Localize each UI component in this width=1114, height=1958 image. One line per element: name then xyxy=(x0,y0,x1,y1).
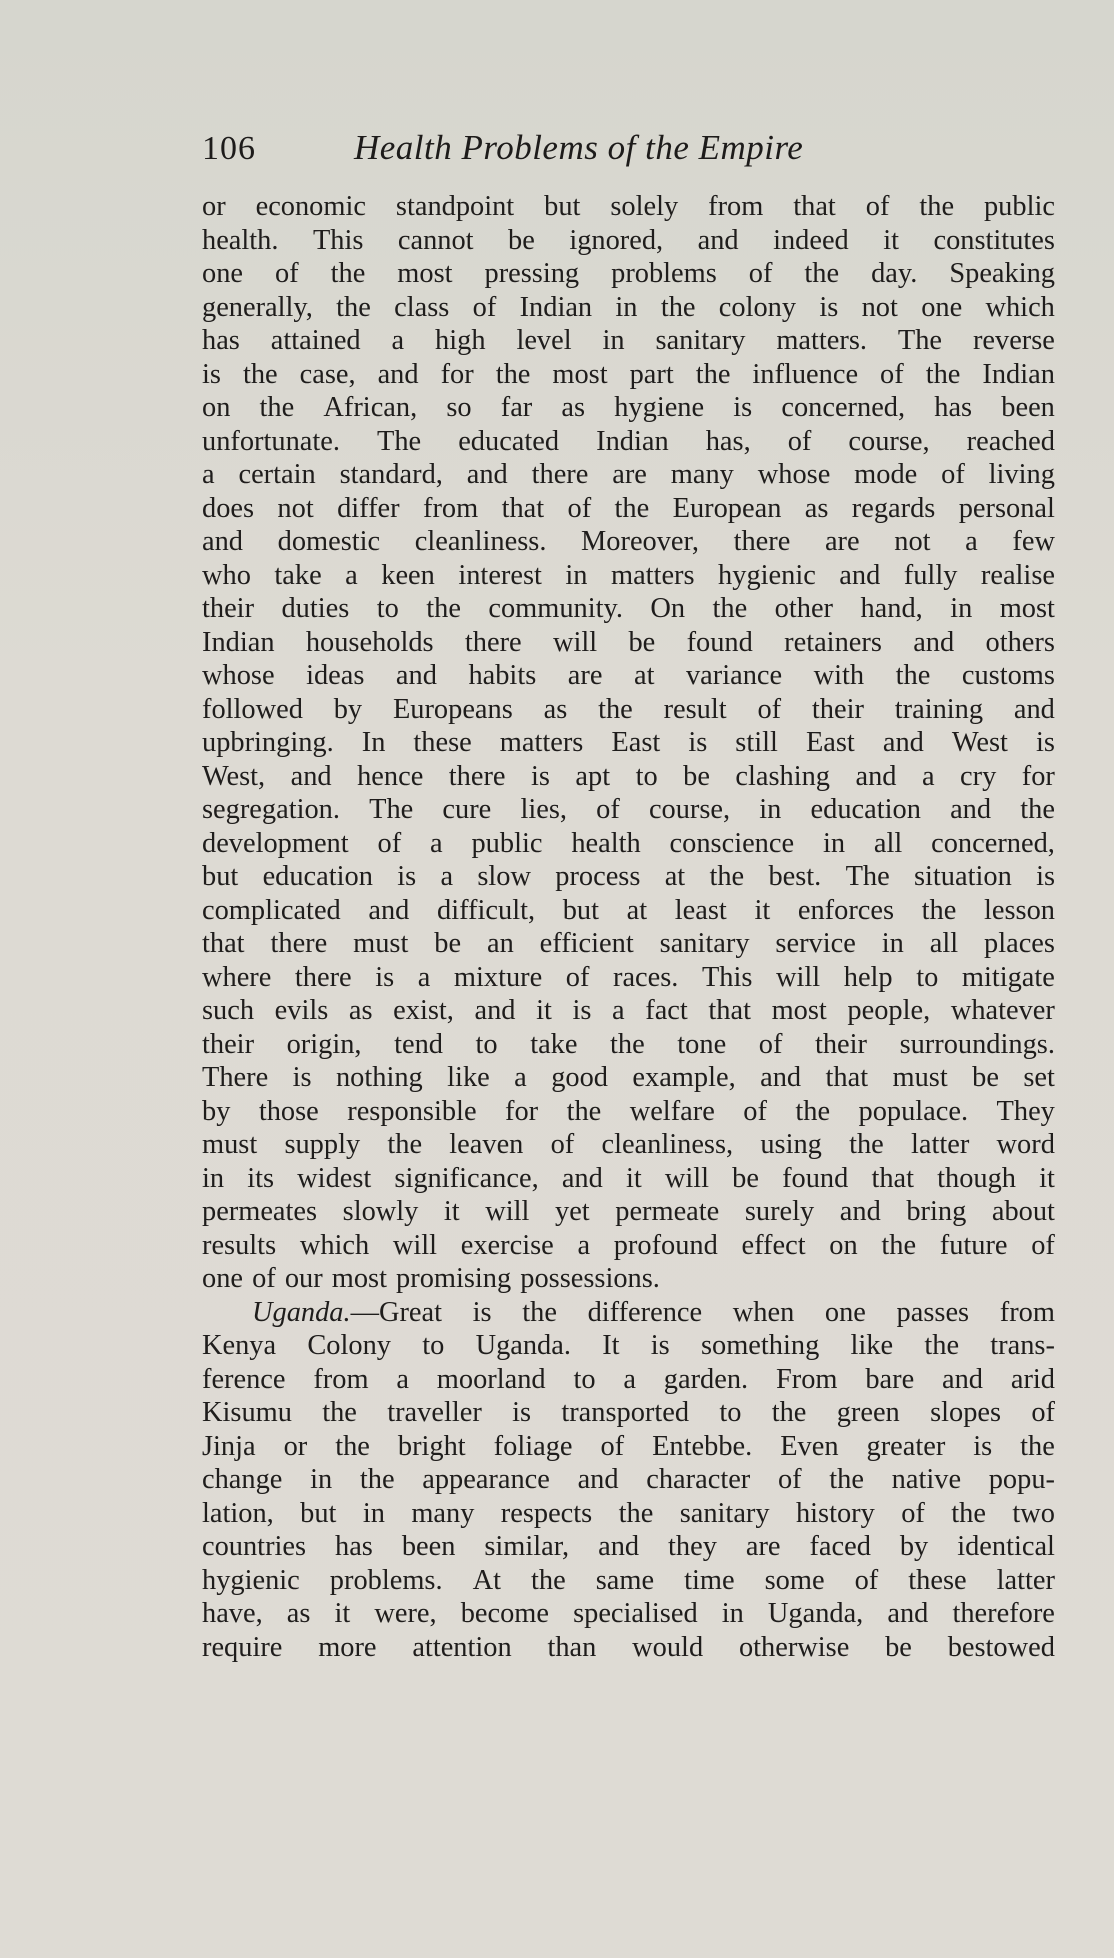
paragraph-line: that there must be an efficient sanitary service in all places xyxy=(202,928,1055,959)
paragraph-line: their duties to the community. On the other hand, in most xyxy=(202,593,1055,624)
paragraph-line: followed by Europeans as the result of their training and xyxy=(202,693,1055,725)
paragraph-line: one of the most pressing problems of the day. Speaking xyxy=(202,258,1055,289)
paragraph-line: by those responsible for the welfare of the populace. They xyxy=(202,1095,1055,1127)
paragraph-line: Indian households there will be found retainers and others xyxy=(202,626,1055,658)
paragraph-line: who take a keen interest in matters hygienic and fully realise xyxy=(202,559,1055,591)
paragraph-line: where there is a mixture of races. This will help to mitigate xyxy=(202,961,1055,993)
paragraph-line: There is nothing like a good example, and that must be set xyxy=(202,1062,1055,1093)
paragraph-line: is the case, and for the most part the influence of the Indian xyxy=(202,358,1055,390)
paragraph-line: West, and hence there is apt to be clashing and a cry for xyxy=(202,760,1055,792)
paragraph-line: complicated and difficult, but at least it enforces the lesson xyxy=(202,894,1055,926)
paragraph-line: generally, the class of Indian in the colony is not one which xyxy=(202,291,1055,323)
running-head xyxy=(202,126,902,176)
paragraph-line: must supply the leaven of cleanliness, using the latter word xyxy=(202,1129,1055,1160)
paragraph-line: upbringing. In these matters East is still East and West is xyxy=(202,727,1055,758)
paragraph-line: lation, but in many respects the sanitary history of the two xyxy=(202,1497,1055,1529)
paragraph-line: in its widest significance, and it will be found that though it xyxy=(202,1162,1055,1194)
paragraph-line: Jinja or the bright foliage of Entebbe. Even greater is the xyxy=(202,1430,1055,1462)
paragraph-line: Kisumu the traveller is transported to the green slopes of xyxy=(202,1397,1055,1428)
paragraph-line: their origin, tend to take the tone of their surroundings. xyxy=(202,1028,1055,1060)
paragraph-line: change in the appearance and character of the native popu- xyxy=(202,1464,1055,1495)
paragraph-line: have, as it were, become specialised in Uganda, and therefore xyxy=(202,1598,1055,1629)
paragraph-line: results which will exercise a profound effect on the future of xyxy=(202,1229,1055,1261)
paragraph-line: unfortunate. The educated Indian has, of course, reached xyxy=(202,425,1055,457)
paragraph-uganda xyxy=(202,1296,1055,1665)
paragraph-line: such evils as exist, and it is a fact that most people, whatever xyxy=(202,995,1055,1026)
paragraph-line: segregation. The cure lies, of course, in education and the xyxy=(202,794,1055,825)
paragraph-line: permeates slowly it will yet permeate surely and bring about xyxy=(202,1196,1055,1227)
paragraph-line: whose ideas and habits are at variance with the customs xyxy=(202,660,1055,691)
page-number: 106 xyxy=(202,130,256,167)
paragraph-line: Kenya Colony to Uganda. It is something like the trans- xyxy=(202,1330,1055,1361)
paragraph-label-uganda: Uganda. xyxy=(252,1296,351,1328)
paragraph-line: one of our most promising possessions. xyxy=(202,1263,660,1294)
paragraph-line: but education is a slow process at the best. The situation is xyxy=(202,861,1055,892)
paragraph-line: on the African, so far as hygiene is concerned, has been xyxy=(202,392,1055,423)
paragraph-line: hygienic problems. At the same time some of these latter xyxy=(202,1564,1055,1596)
paragraph-line: health. This cannot be ignored, and indeed it constitutes xyxy=(202,224,1055,256)
body-text xyxy=(202,190,1055,1664)
paragraph-line: require more attention than would otherwise be bestowed xyxy=(202,1631,1055,1663)
running-title: Health Problems of the Empire xyxy=(354,128,804,167)
paragraph-line: or economic standpoint but solely from that of the public xyxy=(202,191,1055,222)
paragraph-line: countries has been similar, and they are faced by identical xyxy=(202,1531,1055,1562)
paragraph-line: ference from a moorland to a garden. From bare and arid xyxy=(202,1363,1055,1395)
paragraph-line: has attained a high level in sanitary matters. The reverse xyxy=(202,325,1055,356)
paragraph-line: development of a public health conscience in all concerned, xyxy=(202,827,1055,859)
paragraph-line: does not differ from that of the European as regards personal xyxy=(202,492,1055,524)
paragraph-line: Uganda.—Great is the difference when one passes from xyxy=(252,1296,1055,1328)
paragraph-line: a certain standard, and there are many whose mode of living xyxy=(202,459,1055,490)
paragraph-kenya-hygiene xyxy=(202,190,1055,1296)
paragraph-line: and domestic cleanliness. Moreover, there are not a few xyxy=(202,526,1055,557)
